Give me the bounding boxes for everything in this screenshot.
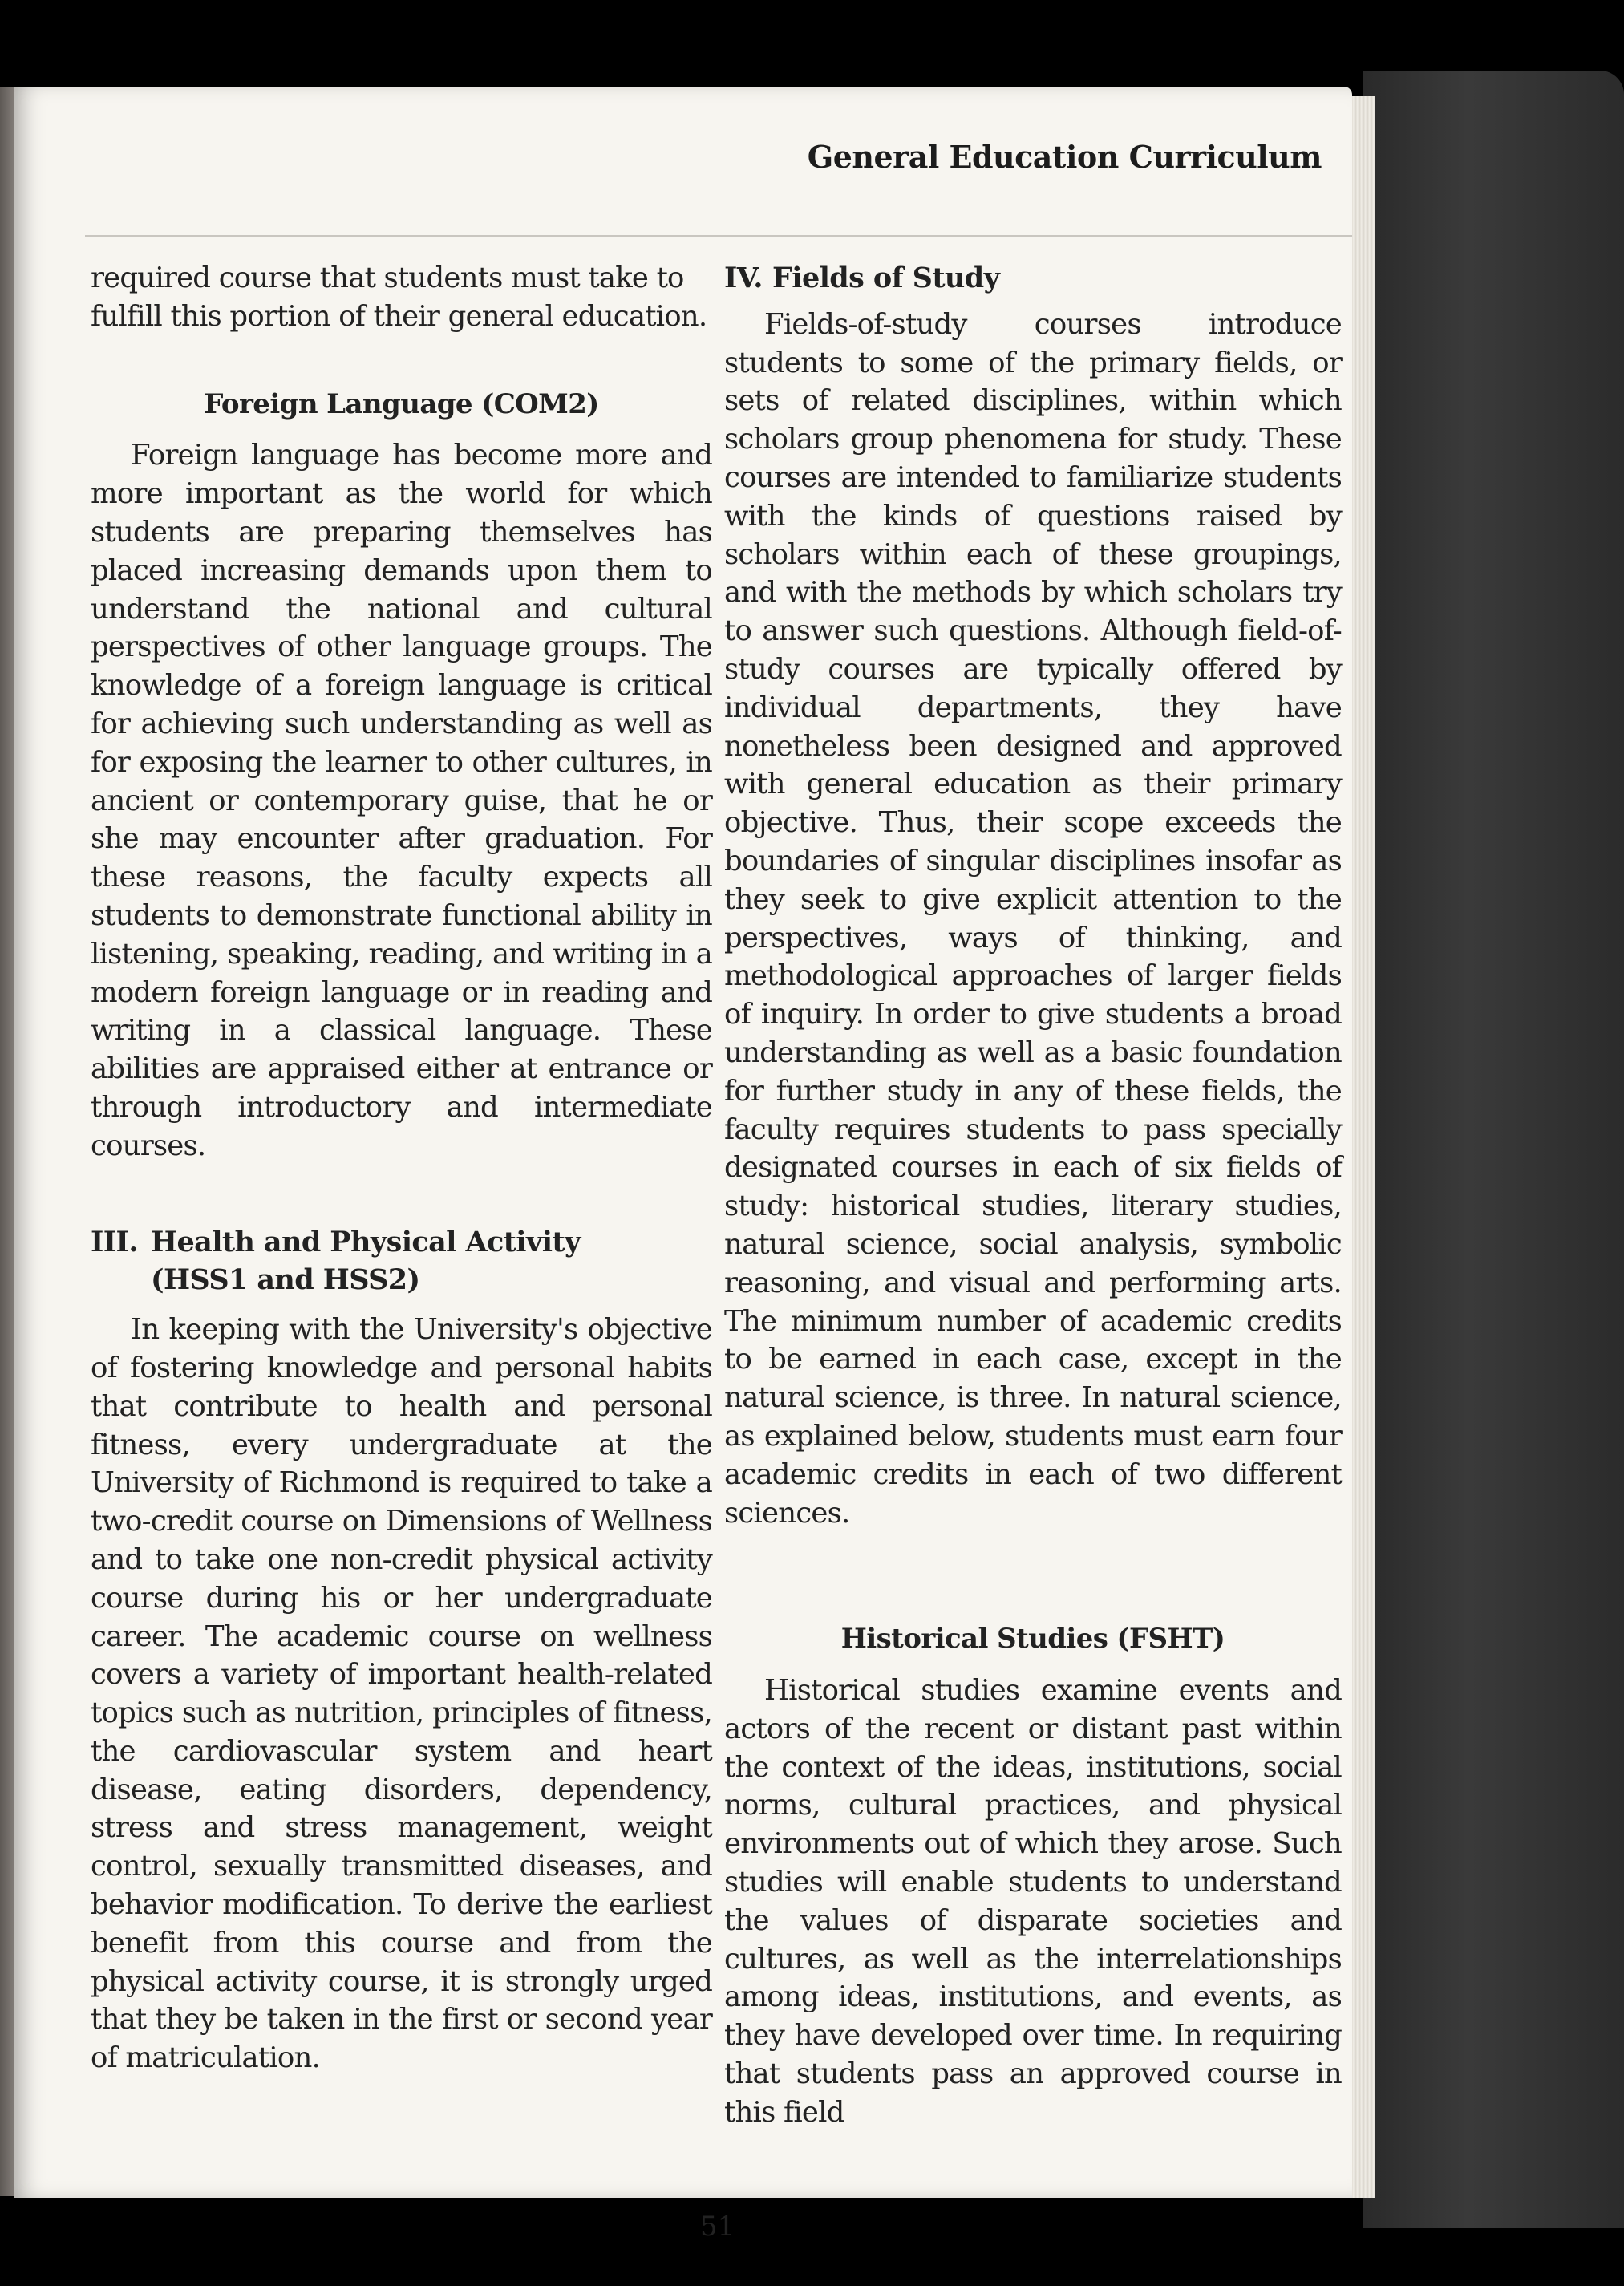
health-heading xyxy=(91,1223,712,1300)
right-column xyxy=(724,259,1342,2132)
foreign-language-heading: Foreign Language (COM2) xyxy=(204,387,599,420)
historical-heading: Historical Studies (FSHT) xyxy=(840,1623,1225,1656)
health-heading-line1: Health and Physical Activity xyxy=(151,1225,581,1259)
page-number: 51 xyxy=(700,2211,735,2243)
intro-paragraph: required course that students must take to fulfill this portion of their general education. xyxy=(91,261,707,333)
fields-body: Fields-of-study courses introduce students to some of the primary fields, or sets of related disciplines, within which scholars group phenomena for study. These courses are intended to familiarize students with the kinds of questions raised by scholars within each of these groupings, and with the methods by which scholars try to answer such questions. Although field-of-study courses are typically offered by individual departments, they have nonetheless been designed and approved with general education as their primary objective. Thus, their scope exceeds the boundaries of singular disciplines insofar as they seek to give explicit attention to the perspectives, ways of thinking, and methodological approaches of larger fields of inquiry. In order to give students a broad understanding as well as a basic foundation for further study in any of these fields, the faculty requires students to pass specially designated courses in each of six fields of study: historical studies, literary studies, natural science, social analysis, symbolic reasoning, and visual and performing arts. The minimum number of academic credits to be earned in each case, except in the natural science, is three. In natural science, as explained below, students must earn four academic credits in each of two different sciences. xyxy=(724,307,1342,1530)
health-heading-line2: (HSS1 and HSS2) xyxy=(151,1263,420,1297)
foreign-language-body: Foreign language has become more and more important as the world for which students are preparing themselves has placed increasing demands upon them to understand the national and cultural perspectives of other language groups. The knowledge of a foreign language is critical for achieving such understanding as well as for exposing the learner to other cultures, in ancient or contemporary guise, that he or she may encounter after graduation. For these reasons, the faculty expects all students to demonstrate functional ability in listening, speaking, reading, and writing in a modern foreign language or in reading and writing in a classical language. These abilities are appraised either at entrance or through introductory and intermediate courses. xyxy=(91,439,712,1162)
running-head: General Education Curriculum xyxy=(807,139,1322,175)
health-body: In keeping with the University's objective of fostering knowledge and personal habits that contribute to health and personal fitness, every undergraduate at the University of Richmond is required to take a two-credit course on Dimensions of Wellness and to take one non-credit physical activity course during his or her undergraduate career. The academic course on wellness covers a variety of important health-related topics such as nutrition, principles of fitness, the cardiovascular system and heart disease, eating disorders, dependency, stress and stress management, weight control, sexually transmitted diseases, and behavior modification. To derive the earliest benefit from this course and from the physical activity course, it is strongly urged that they be taken in the first or second year of matriculation. xyxy=(91,1313,712,2075)
historical-body: Historical studies examine events and actors of the recent or distant past within the context of the ideas, institutions, social norms, cultural practices, and physical environments out of which they arose. Such studies will enable students to understand the values of disparate societies and cultures, as well as the interrelationships among ideas, institutions, and events, as they have developed over time. In requiring that students pass an approved course in this field xyxy=(724,1674,1342,2129)
fields-heading xyxy=(724,259,1342,298)
book-cover xyxy=(1363,71,1624,2228)
health-section-number: III. xyxy=(91,1225,138,1259)
header-rule xyxy=(85,235,1352,237)
left-column xyxy=(91,259,712,2077)
book-page xyxy=(14,87,1352,2243)
fields-heading-text: Fields of Study xyxy=(772,261,1000,294)
fields-section-number: IV. xyxy=(724,261,763,294)
